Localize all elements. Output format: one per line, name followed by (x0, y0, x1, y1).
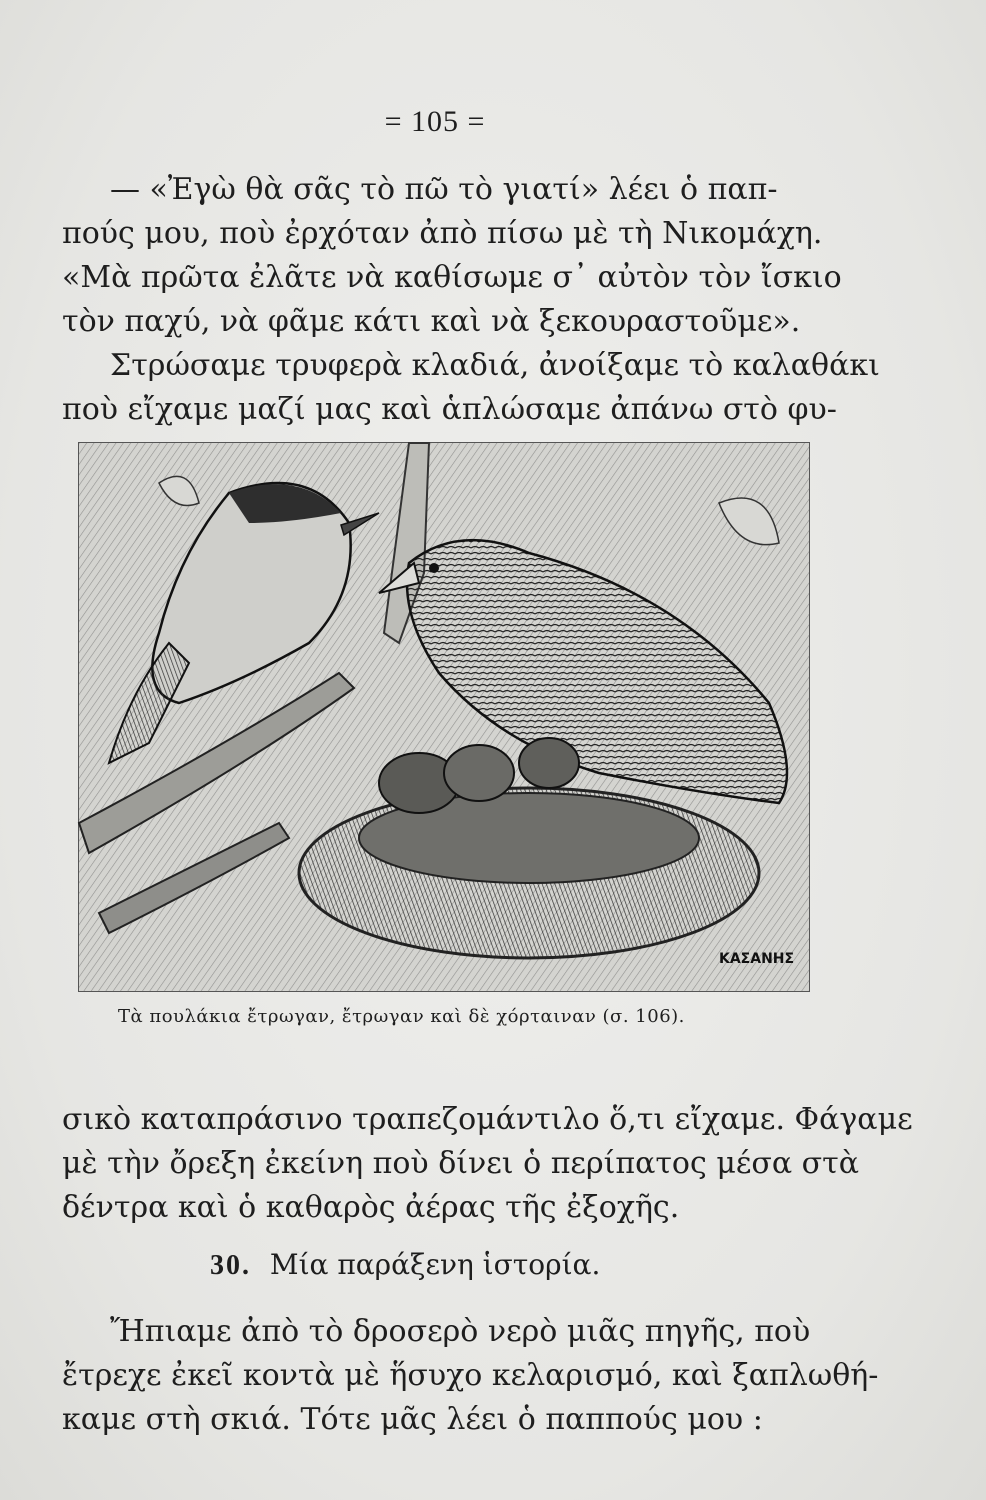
illustration-birds-nest (78, 442, 810, 992)
text-line: μὲ τὴν ὄρεξη ἐκείνη ποὺ δίνει ὁ περίπατος μέσα στὰ (62, 1146, 859, 1181)
text-line: σικὸ καταπράσινο τραπεζομάντιλο ὅ,τι εἴχαμε. Φάγαμε (62, 1102, 913, 1137)
paragraph-1 (62, 168, 842, 344)
text-line: τὸν παχύ, νὰ φᾶμε κάτι καὶ νὰ ξεκουραστοῦμε». (62, 304, 801, 339)
section-title: Μία παράξενη ἱστορία. (269, 1248, 601, 1281)
paragraph-4 (62, 1310, 879, 1442)
text-line: — «Ἐγὼ θὰ σᾶς τὸ πῶ τὸ γιατί» λέει ὁ παπ- (110, 172, 778, 207)
text-line: ἔτρεχε ἐκεῖ κοντὰ μὲ ἥσυχο κελαρισμό, καὶ ξαπλωθή- (62, 1358, 879, 1393)
text-line: ποὺ εἴχαμε μαζί μας καὶ ἁπλώσαμε ἀπάνω στὸ φυ- (62, 392, 837, 427)
figure-caption: Τὰ πουλάκια ἔτρωγαν, ἔτρωγαν καὶ δὲ χόρταιναν (σ. 106). (118, 1006, 685, 1027)
paragraph-3 (62, 1098, 913, 1230)
text-line: «Μὰ πρῶτα ἐλᾶτε νὰ καθίσωμε σ᾽ αὐτὸν τὸν ἴσκιο (62, 260, 842, 295)
text-line: δέντρα καὶ ὁ καθαρὸς ἀέρας τῆς ἐξοχῆς. (62, 1190, 680, 1225)
section-heading (210, 1248, 730, 1282)
page-number: = 105 = (384, 105, 486, 138)
bird-nest-engraving-icon (79, 443, 809, 991)
engraver-signature: ΚΑΣΑΝΗΣ (719, 951, 795, 967)
section-number: 30. (210, 1250, 251, 1281)
text-line: καμε στὴ σκιά. Τότε μᾶς λέει ὁ παππούς μου : (62, 1402, 763, 1437)
text-line: πούς μου, ποὺ ἐρχόταν ἀπὸ πίσω μὲ τὴ Νικομάχη. (62, 216, 823, 251)
text-line: Ἤπιαμε ἀπὸ τὸ δροσερὸ νερὸ μιᾶς πηγῆς, ποὺ (110, 1314, 811, 1349)
text-line: Στρώσαμε τρυφερὰ κλαδιά, ἀνοίξαμε τὸ καλαθάκι (110, 348, 880, 383)
paragraph-2 (62, 344, 880, 432)
